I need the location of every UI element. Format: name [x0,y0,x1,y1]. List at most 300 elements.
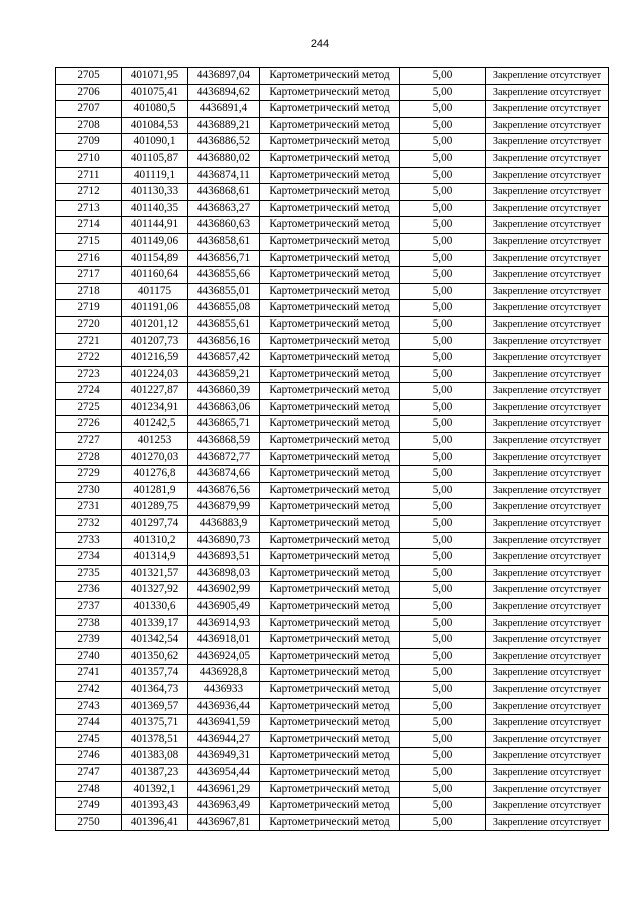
accuracy-cell: 5,00 [400,117,486,134]
fixation-cell: Закрепление отсутствует [486,117,609,134]
point-number-cell: 2718 [56,283,122,300]
method-cell: Картометрический метод [260,233,400,250]
fixation-cell: Закрепление отсутствует [486,283,609,300]
method-cell: Картометрический метод [260,516,400,533]
accuracy-cell: 5,00 [400,283,486,300]
accuracy-cell: 5,00 [400,167,486,184]
fixation-cell: Закрепление отсутствует [486,84,609,101]
accuracy-cell: 5,00 [400,748,486,765]
y-coordinate-cell: 4436856,71 [188,250,260,267]
method-cell: Картометрический метод [260,399,400,416]
method-cell: Картометрический метод [260,565,400,582]
table-row [56,764,609,781]
accuracy-cell: 5,00 [400,184,486,201]
point-number-cell: 2706 [56,84,122,101]
x-coordinate-cell: 401175 [122,283,188,300]
x-coordinate-cell: 401270,03 [122,449,188,466]
y-coordinate-cell: 4436872,77 [188,449,260,466]
accuracy-cell: 5,00 [400,698,486,715]
y-coordinate-cell: 4436865,71 [188,416,260,433]
fixation-cell: Закрепление отсутствует [486,233,609,250]
y-coordinate-cell: 4436863,27 [188,200,260,217]
method-cell: Картометрический метод [260,366,400,383]
table-row [56,383,609,400]
method-cell: Картометрический метод [260,117,400,134]
point-number-cell: 2711 [56,167,122,184]
x-coordinate-cell: 401387,23 [122,764,188,781]
fixation-cell: Закрепление отсутствует [486,798,609,815]
y-coordinate-cell: 4436914,93 [188,615,260,632]
y-coordinate-cell: 4436936,44 [188,698,260,715]
x-coordinate-cell: 401276,8 [122,466,188,483]
method-cell: Картометрический метод [260,433,400,450]
x-coordinate-cell: 401154,89 [122,250,188,267]
y-coordinate-cell: 4436954,44 [188,764,260,781]
fixation-cell: Закрепление отсутствует [486,731,609,748]
point-number-cell: 2725 [56,399,122,416]
x-coordinate-cell: 401350,62 [122,648,188,665]
accuracy-cell: 5,00 [400,449,486,466]
fixation-cell: Закрепление отсутствует [486,565,609,582]
y-coordinate-cell: 4436902,99 [188,582,260,599]
y-coordinate-cell: 4436868,59 [188,433,260,450]
fixation-cell: Закрепление отсутствует [486,499,609,516]
accuracy-cell: 5,00 [400,366,486,383]
x-coordinate-cell: 401310,2 [122,532,188,549]
method-cell: Картометрический метод [260,482,400,499]
x-coordinate-cell: 401191,06 [122,300,188,317]
point-number-cell: 2748 [56,781,122,798]
table-row [56,84,609,101]
y-coordinate-cell: 4436874,11 [188,167,260,184]
point-number-cell: 2707 [56,101,122,118]
x-coordinate-cell: 401289,75 [122,499,188,516]
method-cell: Картометрический метод [260,615,400,632]
fixation-cell: Закрепление отсутствует [486,167,609,184]
fixation-cell: Закрепление отсутствует [486,532,609,549]
point-number-cell: 2726 [56,416,122,433]
table-row [56,250,609,267]
fixation-cell: Закрепление отсутствует [486,599,609,616]
x-coordinate-cell: 401234,91 [122,399,188,416]
accuracy-cell: 5,00 [400,764,486,781]
accuracy-cell: 5,00 [400,781,486,798]
table-row [56,549,609,566]
fixation-cell: Закрепление отсутствует [486,150,609,167]
fixation-cell: Закрепление отсутствует [486,814,609,831]
method-cell: Картометрический метод [260,316,400,333]
point-number-cell: 2731 [56,499,122,516]
fixation-cell: Закрепление отсутствует [486,665,609,682]
y-coordinate-cell: 4436855,61 [188,316,260,333]
table-row [56,167,609,184]
table-row [56,366,609,383]
accuracy-cell: 5,00 [400,798,486,815]
method-cell: Картометрический метод [260,632,400,649]
method-cell: Картометрический метод [260,648,400,665]
method-cell: Картометрический метод [260,217,400,234]
table-row [56,283,609,300]
table-row [56,134,609,151]
point-number-cell: 2735 [56,565,122,582]
table-row [56,68,609,85]
y-coordinate-cell: 4436890,73 [188,532,260,549]
accuracy-cell: 5,00 [400,333,486,350]
table-row [56,117,609,134]
fixation-cell: Закрепление отсутствует [486,615,609,632]
accuracy-cell: 5,00 [400,516,486,533]
accuracy-cell: 5,00 [400,267,486,284]
y-coordinate-cell: 4436858,61 [188,233,260,250]
x-coordinate-cell: 401369,57 [122,698,188,715]
y-coordinate-cell: 4436883,9 [188,516,260,533]
accuracy-cell: 5,00 [400,233,486,250]
method-cell: Картометрический метод [260,283,400,300]
point-number-cell: 2724 [56,383,122,400]
fixation-cell: Закрепление отсутствует [486,316,609,333]
accuracy-cell: 5,00 [400,731,486,748]
fixation-cell: Закрепление отсутствует [486,399,609,416]
point-number-cell: 2746 [56,748,122,765]
x-coordinate-cell: 401084,53 [122,117,188,134]
accuracy-cell: 5,00 [400,814,486,831]
table-row [56,316,609,333]
table-row [56,482,609,499]
y-coordinate-cell: 4436918,01 [188,632,260,649]
fixation-cell: Закрепление отсутствует [486,200,609,217]
accuracy-cell: 5,00 [400,200,486,217]
accuracy-cell: 5,00 [400,565,486,582]
x-coordinate-cell: 401396,41 [122,814,188,831]
fixation-cell: Закрепление отсутствует [486,516,609,533]
fixation-cell: Закрепление отсутствует [486,300,609,317]
point-number-cell: 2722 [56,350,122,367]
accuracy-cell: 5,00 [400,84,486,101]
y-coordinate-cell: 4436863,06 [188,399,260,416]
y-coordinate-cell: 4436860,39 [188,383,260,400]
fixation-cell: Закрепление отсутствует [486,267,609,284]
table-row [56,565,609,582]
table-row [56,665,609,682]
table-row [56,399,609,416]
x-coordinate-cell: 401297,74 [122,516,188,533]
point-number-cell: 2720 [56,316,122,333]
x-coordinate-cell: 401075,41 [122,84,188,101]
x-coordinate-cell: 401227,87 [122,383,188,400]
fixation-cell: Закрепление отсутствует [486,333,609,350]
method-cell: Картометрический метод [260,167,400,184]
accuracy-cell: 5,00 [400,665,486,682]
fixation-cell: Закрепление отсутствует [486,764,609,781]
table-row [56,731,609,748]
method-cell: Картометрический метод [260,499,400,516]
fixation-cell: Закрепление отсутствует [486,250,609,267]
table-row [56,499,609,516]
x-coordinate-cell: 401119,1 [122,167,188,184]
table-row [56,615,609,632]
fixation-cell: Закрепление отсутствует [486,68,609,85]
x-coordinate-cell: 401207,73 [122,333,188,350]
fixation-cell: Закрепление отсутствует [486,449,609,466]
method-cell: Картометрический метод [260,764,400,781]
table-row [56,648,609,665]
y-coordinate-cell: 4436944,27 [188,731,260,748]
accuracy-cell: 5,00 [400,433,486,450]
point-number-cell: 2708 [56,117,122,134]
y-coordinate-cell: 4436893,51 [188,549,260,566]
point-number-cell: 2744 [56,715,122,732]
method-cell: Картометрический метод [260,200,400,217]
x-coordinate-cell: 401383,08 [122,748,188,765]
y-coordinate-cell: 4436928,8 [188,665,260,682]
method-cell: Картометрический метод [260,698,400,715]
point-number-cell: 2716 [56,250,122,267]
table-row [56,781,609,798]
method-cell: Картометрический метод [260,798,400,815]
method-cell: Картометрический метод [260,449,400,466]
point-number-cell: 2727 [56,433,122,450]
accuracy-cell: 5,00 [400,599,486,616]
method-cell: Картометрический метод [260,84,400,101]
fixation-cell: Закрепление отсутствует [486,715,609,732]
point-number-cell: 2710 [56,150,122,167]
accuracy-cell: 5,00 [400,681,486,698]
point-number-cell: 2705 [56,68,122,85]
accuracy-cell: 5,00 [400,615,486,632]
point-number-cell: 2737 [56,599,122,616]
accuracy-cell: 5,00 [400,383,486,400]
y-coordinate-cell: 4436856,16 [188,333,260,350]
accuracy-cell: 5,00 [400,399,486,416]
method-cell: Картометрический метод [260,416,400,433]
method-cell: Картометрический метод [260,549,400,566]
method-cell: Картометрический метод [260,748,400,765]
y-coordinate-cell: 4436961,29 [188,781,260,798]
point-number-cell: 2745 [56,731,122,748]
y-coordinate-cell: 4436924,05 [188,648,260,665]
y-coordinate-cell: 4436857,42 [188,350,260,367]
point-number-cell: 2738 [56,615,122,632]
y-coordinate-cell: 4436889,21 [188,117,260,134]
fixation-cell: Закрепление отсутствует [486,482,609,499]
fixation-cell: Закрепление отсутствует [486,433,609,450]
point-number-cell: 2739 [56,632,122,649]
accuracy-cell: 5,00 [400,416,486,433]
accuracy-cell: 5,00 [400,499,486,516]
fixation-cell: Закрепление отсутствует [486,217,609,234]
x-coordinate-cell: 401342,54 [122,632,188,649]
method-cell: Картометрический метод [260,582,400,599]
table-row [56,200,609,217]
point-number-cell: 2743 [56,698,122,715]
accuracy-cell: 5,00 [400,101,486,118]
fixation-cell: Закрепление отсутствует [486,184,609,201]
accuracy-cell: 5,00 [400,482,486,499]
y-coordinate-cell: 4436963,49 [188,798,260,815]
point-number-cell: 2729 [56,466,122,483]
x-coordinate-cell: 401201,12 [122,316,188,333]
x-coordinate-cell: 401339,17 [122,615,188,632]
x-coordinate-cell: 401224,03 [122,366,188,383]
fixation-cell: Закрепление отсутствует [486,549,609,566]
x-coordinate-cell: 401327,92 [122,582,188,599]
method-cell: Картометрический метод [260,383,400,400]
accuracy-cell: 5,00 [400,150,486,167]
method-cell: Картометрический метод [260,333,400,350]
point-number-cell: 2715 [56,233,122,250]
table-row [56,466,609,483]
accuracy-cell: 5,00 [400,250,486,267]
table-row [56,532,609,549]
accuracy-cell: 5,00 [400,68,486,85]
y-coordinate-cell: 4436941,59 [188,715,260,732]
fixation-cell: Закрепление отсутствует [486,698,609,715]
table-row [56,814,609,831]
method-cell: Картометрический метод [260,134,400,151]
table-row [56,300,609,317]
y-coordinate-cell: 4436905,49 [188,599,260,616]
accuracy-cell: 5,00 [400,532,486,549]
x-coordinate-cell: 401253 [122,433,188,450]
method-cell: Картометрический метод [260,300,400,317]
fixation-cell: Закрепление отсутствует [486,648,609,665]
y-coordinate-cell: 4436860,63 [188,217,260,234]
point-number-cell: 2713 [56,200,122,217]
y-coordinate-cell: 4436897,04 [188,68,260,85]
x-coordinate-cell: 401242,5 [122,416,188,433]
fixation-cell: Закрепление отсутствует [486,134,609,151]
method-cell: Картометрический метод [260,715,400,732]
fixation-cell: Закрепление отсутствует [486,632,609,649]
y-coordinate-cell: 4436879,99 [188,499,260,516]
table-row [56,798,609,815]
point-number-cell: 2742 [56,681,122,698]
method-cell: Картометрический метод [260,731,400,748]
y-coordinate-cell: 4436855,01 [188,283,260,300]
point-number-cell: 2750 [56,814,122,831]
fixation-cell: Закрепление отсутствует [486,582,609,599]
point-number-cell: 2741 [56,665,122,682]
accuracy-cell: 5,00 [400,648,486,665]
fixation-cell: Закрепление отсутствует [486,416,609,433]
x-coordinate-cell: 401130,33 [122,184,188,201]
table-row [56,184,609,201]
table-row [56,233,609,250]
point-number-cell: 2749 [56,798,122,815]
table-row [56,416,609,433]
method-cell: Картометрический метод [260,466,400,483]
table-row [56,267,609,284]
point-number-cell: 2730 [56,482,122,499]
table-row [56,433,609,450]
accuracy-cell: 5,00 [400,549,486,566]
point-number-cell: 2714 [56,217,122,234]
accuracy-cell: 5,00 [400,466,486,483]
y-coordinate-cell: 4436874,66 [188,466,260,483]
method-cell: Картометрический метод [260,184,400,201]
x-coordinate-cell: 401149,06 [122,233,188,250]
x-coordinate-cell: 401071,95 [122,68,188,85]
point-number-cell: 2717 [56,267,122,284]
x-coordinate-cell: 401090,1 [122,134,188,151]
y-coordinate-cell: 4436859,21 [188,366,260,383]
fixation-cell: Закрепление отсутствует [486,366,609,383]
method-cell: Картометрический метод [260,681,400,698]
x-coordinate-cell: 401144,91 [122,217,188,234]
method-cell: Картометрический метод [260,68,400,85]
fixation-cell: Закрепление отсутствует [486,781,609,798]
table-row [56,350,609,367]
x-coordinate-cell: 401321,57 [122,565,188,582]
fixation-cell: Закрепление отсутствует [486,681,609,698]
y-coordinate-cell: 4436898,03 [188,565,260,582]
y-coordinate-cell: 4436967,81 [188,814,260,831]
point-number-cell: 2734 [56,549,122,566]
coordinates-table [55,67,609,831]
fixation-cell: Закрепление отсутствует [486,101,609,118]
accuracy-cell: 5,00 [400,350,486,367]
table-row [56,715,609,732]
method-cell: Картометрический метод [260,250,400,267]
y-coordinate-cell: 4436891,4 [188,101,260,118]
accuracy-cell: 5,00 [400,582,486,599]
point-number-cell: 2733 [56,532,122,549]
method-cell: Картометрический метод [260,267,400,284]
point-number-cell: 2736 [56,582,122,599]
y-coordinate-cell: 4436949,31 [188,748,260,765]
y-coordinate-cell: 4436855,08 [188,300,260,317]
x-coordinate-cell: 401105,87 [122,150,188,167]
point-number-cell: 2732 [56,516,122,533]
table-row [56,748,609,765]
method-cell: Картометрический метод [260,101,400,118]
page-number: 244 [310,38,330,50]
accuracy-cell: 5,00 [400,715,486,732]
point-number-cell: 2719 [56,300,122,317]
table-row [56,333,609,350]
y-coordinate-cell: 4436886,52 [188,134,260,151]
table-row [56,698,609,715]
fixation-cell: Закрепление отсутствует [486,748,609,765]
x-coordinate-cell: 401330,6 [122,599,188,616]
method-cell: Картометрический метод [260,350,400,367]
fixation-cell: Закрепление отсутствует [486,383,609,400]
point-number-cell: 2721 [56,333,122,350]
table-row [56,150,609,167]
x-coordinate-cell: 401080,5 [122,101,188,118]
x-coordinate-cell: 401314,9 [122,549,188,566]
point-number-cell: 2728 [56,449,122,466]
x-coordinate-cell: 401281,9 [122,482,188,499]
x-coordinate-cell: 401357,74 [122,665,188,682]
table-row [56,599,609,616]
x-coordinate-cell: 401392,1 [122,781,188,798]
table-row [56,582,609,599]
point-number-cell: 2712 [56,184,122,201]
method-cell: Картометрический метод [260,814,400,831]
x-coordinate-cell: 401375,71 [122,715,188,732]
y-coordinate-cell: 4436868,61 [188,184,260,201]
table-row [56,217,609,234]
accuracy-cell: 5,00 [400,316,486,333]
method-cell: Картометрический метод [260,532,400,549]
x-coordinate-cell: 401160,64 [122,267,188,284]
accuracy-cell: 5,00 [400,632,486,649]
x-coordinate-cell: 401364,73 [122,681,188,698]
y-coordinate-cell: 4436876,56 [188,482,260,499]
y-coordinate-cell: 4436880,02 [188,150,260,167]
method-cell: Картометрический метод [260,150,400,167]
